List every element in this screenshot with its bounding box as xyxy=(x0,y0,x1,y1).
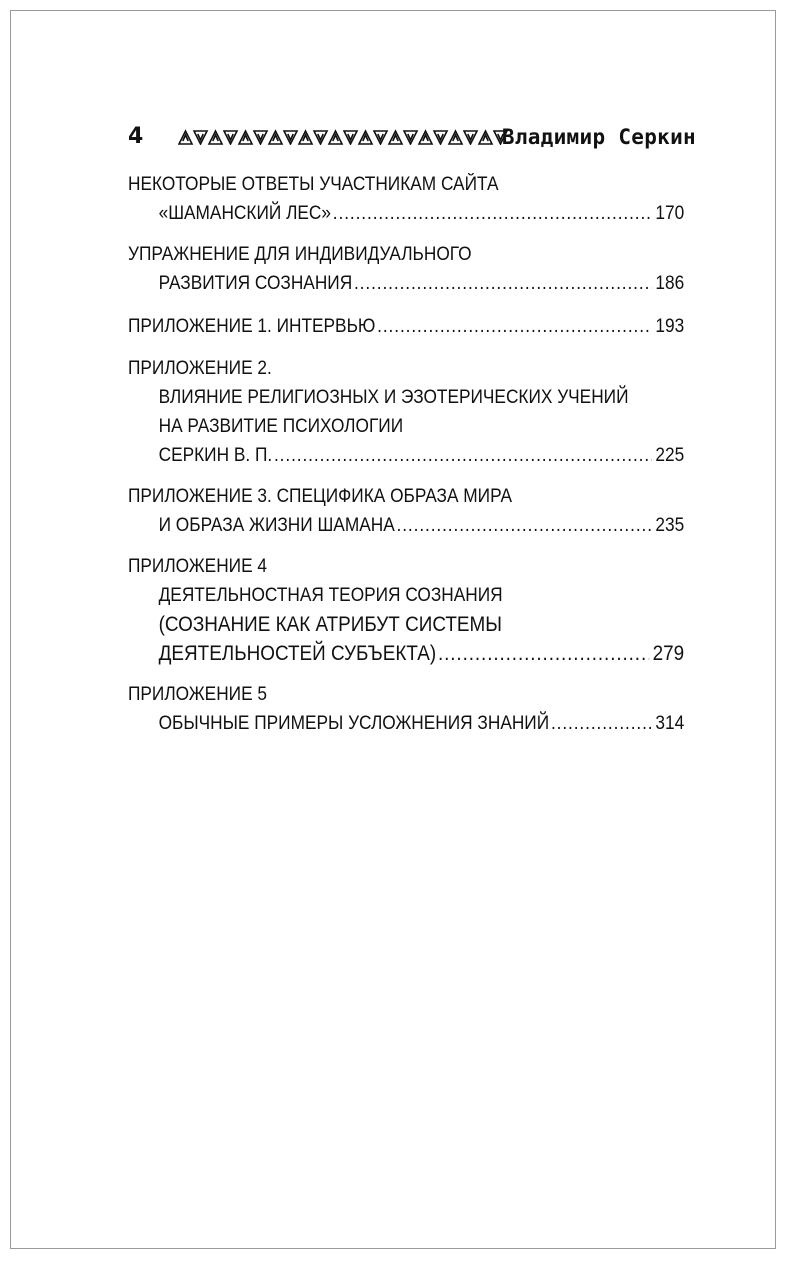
ornament-triangle xyxy=(404,131,417,144)
leader-dots xyxy=(551,709,652,738)
toc-line: УПРАЖНЕНИЕ ДЛЯ ИНДИВИДУАЛЬНОГО xyxy=(128,244,472,265)
table-of-contents xyxy=(128,170,684,738)
toc-page-number: 186 xyxy=(655,273,685,294)
toc-leader-line xyxy=(128,511,684,540)
ornament-triangle xyxy=(194,131,207,144)
toc-page-number: 225 xyxy=(655,445,685,466)
ornament-triangle xyxy=(239,131,252,144)
leader-dots xyxy=(397,511,652,540)
toc-leader-line xyxy=(128,312,684,341)
page-number: 4 xyxy=(128,124,144,149)
ornament-triangle xyxy=(359,131,372,144)
toc-entry xyxy=(128,170,684,228)
ornament-triangle xyxy=(479,131,492,144)
toc-leader-line xyxy=(128,639,684,668)
ornament-triangle xyxy=(329,131,342,144)
ornament-triangle xyxy=(299,131,312,144)
ornament-triangle xyxy=(344,131,357,144)
toc-line: НЕКОТОРЫЕ ОТВЕТЫ УЧАСТНИКАМ САЙТА xyxy=(128,174,499,195)
toc-line: ПРИЛОЖЕНИЕ 5 xyxy=(128,684,267,705)
toc-page-number: 279 xyxy=(652,642,685,665)
toc-entry xyxy=(128,482,684,540)
leader-dots xyxy=(354,269,652,298)
ornament-triangle xyxy=(389,131,402,144)
leader-dots xyxy=(274,441,652,470)
toc-entry xyxy=(128,354,684,470)
toc-line: ПРИЛОЖЕНИЕ 2. xyxy=(128,358,272,379)
toc-title: РАЗВИТИЯ СОЗНАНИЯ xyxy=(158,273,353,294)
toc-line: (СОЗНАНИЕ КАК АТРИБУТ СИСТЕМЫ xyxy=(158,613,502,636)
toc-page-number: 235 xyxy=(655,515,685,536)
toc-page-number: 193 xyxy=(655,316,685,337)
toc-line: ДЕЯТЕЛЬНОСТНАЯ ТЕОРИЯ СОЗНАНИЯ xyxy=(158,585,503,606)
toc-title: И ОБРАЗА ЖИЗНИ ШАМАНА xyxy=(158,515,395,536)
toc-title: ОБЫЧНЫЕ ПРИМЕРЫ УСЛОЖНЕНИЯ ЗНАНИЙ xyxy=(158,713,550,734)
toc-leader-line xyxy=(128,269,684,298)
toc-entry xyxy=(128,680,684,738)
toc-page-number: 314 xyxy=(655,713,685,734)
triangle-ornament-icon xyxy=(178,129,508,145)
toc-leader-line xyxy=(128,199,684,228)
ornament-triangle xyxy=(374,131,387,144)
toc-line: ПРИЛОЖЕНИЕ 3. СПЕЦИФИКА ОБРАЗА МИРА xyxy=(128,486,512,507)
toc-line: НА РАЗВИТИЕ ПСИХОЛОГИИ xyxy=(158,416,404,437)
ornament-triangle xyxy=(254,131,267,144)
toc-line: ВЛИЯНИЕ РЕЛИГИОЗНЫХ И ЭЗОТЕРИЧЕСКИХ УЧЕНИЙ xyxy=(158,387,629,408)
ornament-triangle xyxy=(449,131,462,144)
toc-leader-line xyxy=(128,709,684,738)
ornament-triangle xyxy=(179,131,192,144)
toc-entry xyxy=(128,312,684,341)
toc-entry xyxy=(128,240,684,298)
ornament-triangle xyxy=(419,131,432,144)
ornament-triangle xyxy=(224,131,237,144)
ornament-triangle xyxy=(209,131,222,144)
toc-title: ДЕЯТЕЛЬНОСТЕЙ СУБЪЕКТА) xyxy=(158,642,437,665)
toc-title: «ШАМАНСКИЙ ЛЕС» xyxy=(158,203,332,224)
ornament-triangle xyxy=(269,131,282,144)
toc-page-number: 170 xyxy=(655,203,685,224)
toc-line: ПРИЛОЖЕНИЕ 4 xyxy=(128,556,267,577)
leader-dots xyxy=(438,639,649,668)
toc-entry xyxy=(128,552,684,668)
ornament-triangle xyxy=(314,131,327,144)
ornament-triangle xyxy=(464,131,477,144)
author-name: Владимир Серкин xyxy=(501,125,696,149)
ornament-triangle xyxy=(284,131,297,144)
toc-title: СЕРКИН В. П. xyxy=(158,445,273,466)
leader-dots xyxy=(333,199,652,228)
toc-title: ПРИЛОЖЕНИЕ 1. ИНТЕРВЬЮ xyxy=(128,316,376,337)
running-header xyxy=(128,122,696,152)
ornament-triangle xyxy=(434,131,447,144)
toc-leader-line xyxy=(128,441,684,470)
leader-dots xyxy=(377,312,652,341)
